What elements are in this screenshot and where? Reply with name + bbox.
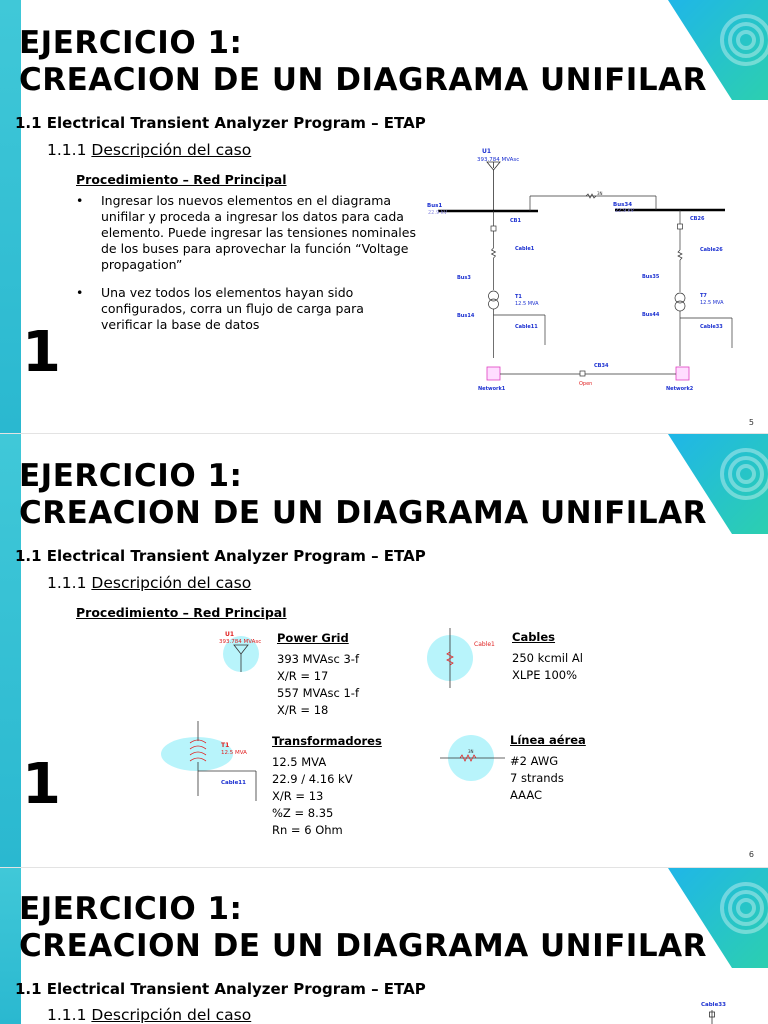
- bus35-label: Bus35: [642, 274, 660, 280]
- subsection-heading: 1.1.1 Descripción del caso: [47, 574, 252, 592]
- overhead-line-card: Línea aérea #2 AWG 7 strands AAAC: [510, 733, 586, 802]
- grid-source-icon: [215, 628, 275, 678]
- network1-label: Network1: [478, 386, 506, 392]
- svg-text:3N: 3N: [468, 749, 474, 754]
- section-heading: 1.1 Electrical Transient Analyzer Program – ETAP: [15, 114, 426, 132]
- page-number: 5: [748, 418, 754, 427]
- svg-text:393.784 MVAsc: 393.784 MVAsc: [219, 639, 262, 645]
- svg-text:T1: T1: [221, 742, 230, 749]
- slide-accent-bar: [0, 434, 21, 867]
- cb1-label: CB1: [510, 218, 521, 224]
- transformers-card: Transformadores 12.5 MVA 22.9 / 4.16 kV X/R = 13 %Z = 8.35 Rn = 6 Ohm: [272, 734, 382, 837]
- cable11-label: Cable11: [515, 324, 538, 330]
- slide-number-large: 1: [22, 752, 61, 817]
- slide-title: EJERCICIO 1: CREACION DE UN DIAGRAMA UNIFILAR: [19, 891, 707, 964]
- line-label: 3N: [597, 191, 603, 196]
- procedure-heading: Procedimiento – Red Principal: [76, 172, 287, 187]
- section-heading: 1.1 Electrical Transient Analyzer Program – ETAP: [15, 980, 426, 998]
- slide-6: [0, 434, 768, 867]
- bus34-label: Bus34: [613, 202, 633, 208]
- cable-icon: [422, 628, 502, 688]
- t1-label: T1: [515, 294, 522, 300]
- u1-rating: 393.784 MVAsc: [477, 157, 520, 163]
- card-title: Cables: [512, 630, 556, 644]
- overhead-line-icon: [530, 194, 656, 211]
- slide-number-large: 1: [22, 320, 61, 385]
- t1-rating: 12.5 MVA: [515, 301, 539, 307]
- network1-icon: [487, 367, 500, 380]
- cable33-label: Cable33: [700, 324, 723, 330]
- cable26-label: Cable26: [700, 247, 723, 253]
- slide-title: EJERCICIO 1: CREACION DE UN DIAGRAMA UNIFILAR: [19, 458, 707, 531]
- subsection-heading: 1.1.1 Descripción del caso: [47, 141, 252, 159]
- bus1-label: Bus1: [427, 203, 443, 209]
- slide-accent-bar: [0, 0, 21, 433]
- svg-text:12.5 MVA: 12.5 MVA: [221, 750, 247, 756]
- svg-text:U1: U1: [225, 631, 235, 638]
- card-title: Power Grid: [277, 631, 349, 645]
- network2-label: Network2: [666, 386, 694, 392]
- power-grid-card: Power Grid 393 MVAsc 3-f X/R = 17 557 MVAsc 1-f X/R = 18: [277, 631, 360, 717]
- list-item: • Ingresar los nuevos elementos en el diagrama unifilar y proceda a ingresar los datos para cada elemento. Puede ingresar las tensiones nominales de los buses para aprovechar la función “Voltage propagation”: [76, 193, 416, 273]
- t7-label: T7: [700, 293, 707, 299]
- bus34-kv: 22.9 kV: [615, 208, 635, 214]
- cable-icon: [706, 1010, 718, 1024]
- svg-text:Cable11: Cable11: [221, 780, 246, 786]
- single-line-diagram: [420, 140, 760, 400]
- cb34-label: CB34: [594, 363, 609, 369]
- card-title: Línea aérea: [510, 733, 586, 747]
- grid-source-icon: [487, 162, 500, 211]
- card-title: Transformadores: [272, 734, 382, 748]
- slide-title: EJERCICIO 1: CREACION DE UN DIAGRAMA UNIFILAR: [19, 25, 707, 98]
- cables-card: Cables 250 kcmil Al XLPE 100%: [512, 630, 583, 682]
- t7-rating: 12.5 MVA: [700, 300, 724, 306]
- slide-5: [0, 0, 768, 433]
- cable33-label: Cable33: [701, 1002, 726, 1008]
- cable1-label: Cable1: [515, 246, 535, 252]
- procedure-heading: Procedimiento – Red Principal: [76, 605, 287, 620]
- section-heading: 1.1 Electrical Transient Analyzer Program – ETAP: [15, 547, 426, 565]
- open-label: Open: [579, 381, 593, 387]
- bus1-kv: 22.9 kV: [428, 210, 448, 216]
- svg-text:Cable1: Cable1: [474, 641, 495, 648]
- cb26-label: CB26: [690, 216, 705, 222]
- transformer-icon: [150, 716, 265, 811]
- instruction-list: [76, 193, 416, 345]
- overhead-line-icon: [440, 730, 505, 790]
- subsection-heading: 1.1.1 Descripción del caso: [47, 1006, 252, 1024]
- list-item: • Una vez todos los elementos hayan sido configurados, corra un flujo de carga para verificar la base de datos: [76, 285, 416, 333]
- bus44-label: Bus44: [642, 312, 660, 318]
- u1-label: U1: [482, 148, 492, 155]
- bus14-label: Bus14: [457, 313, 475, 319]
- bus3-label: Bus3: [457, 275, 471, 281]
- page-number: 6: [748, 850, 754, 859]
- slide-7: [0, 868, 768, 1024]
- slide-accent-bar: [0, 868, 21, 1024]
- network2-icon: [676, 367, 689, 380]
